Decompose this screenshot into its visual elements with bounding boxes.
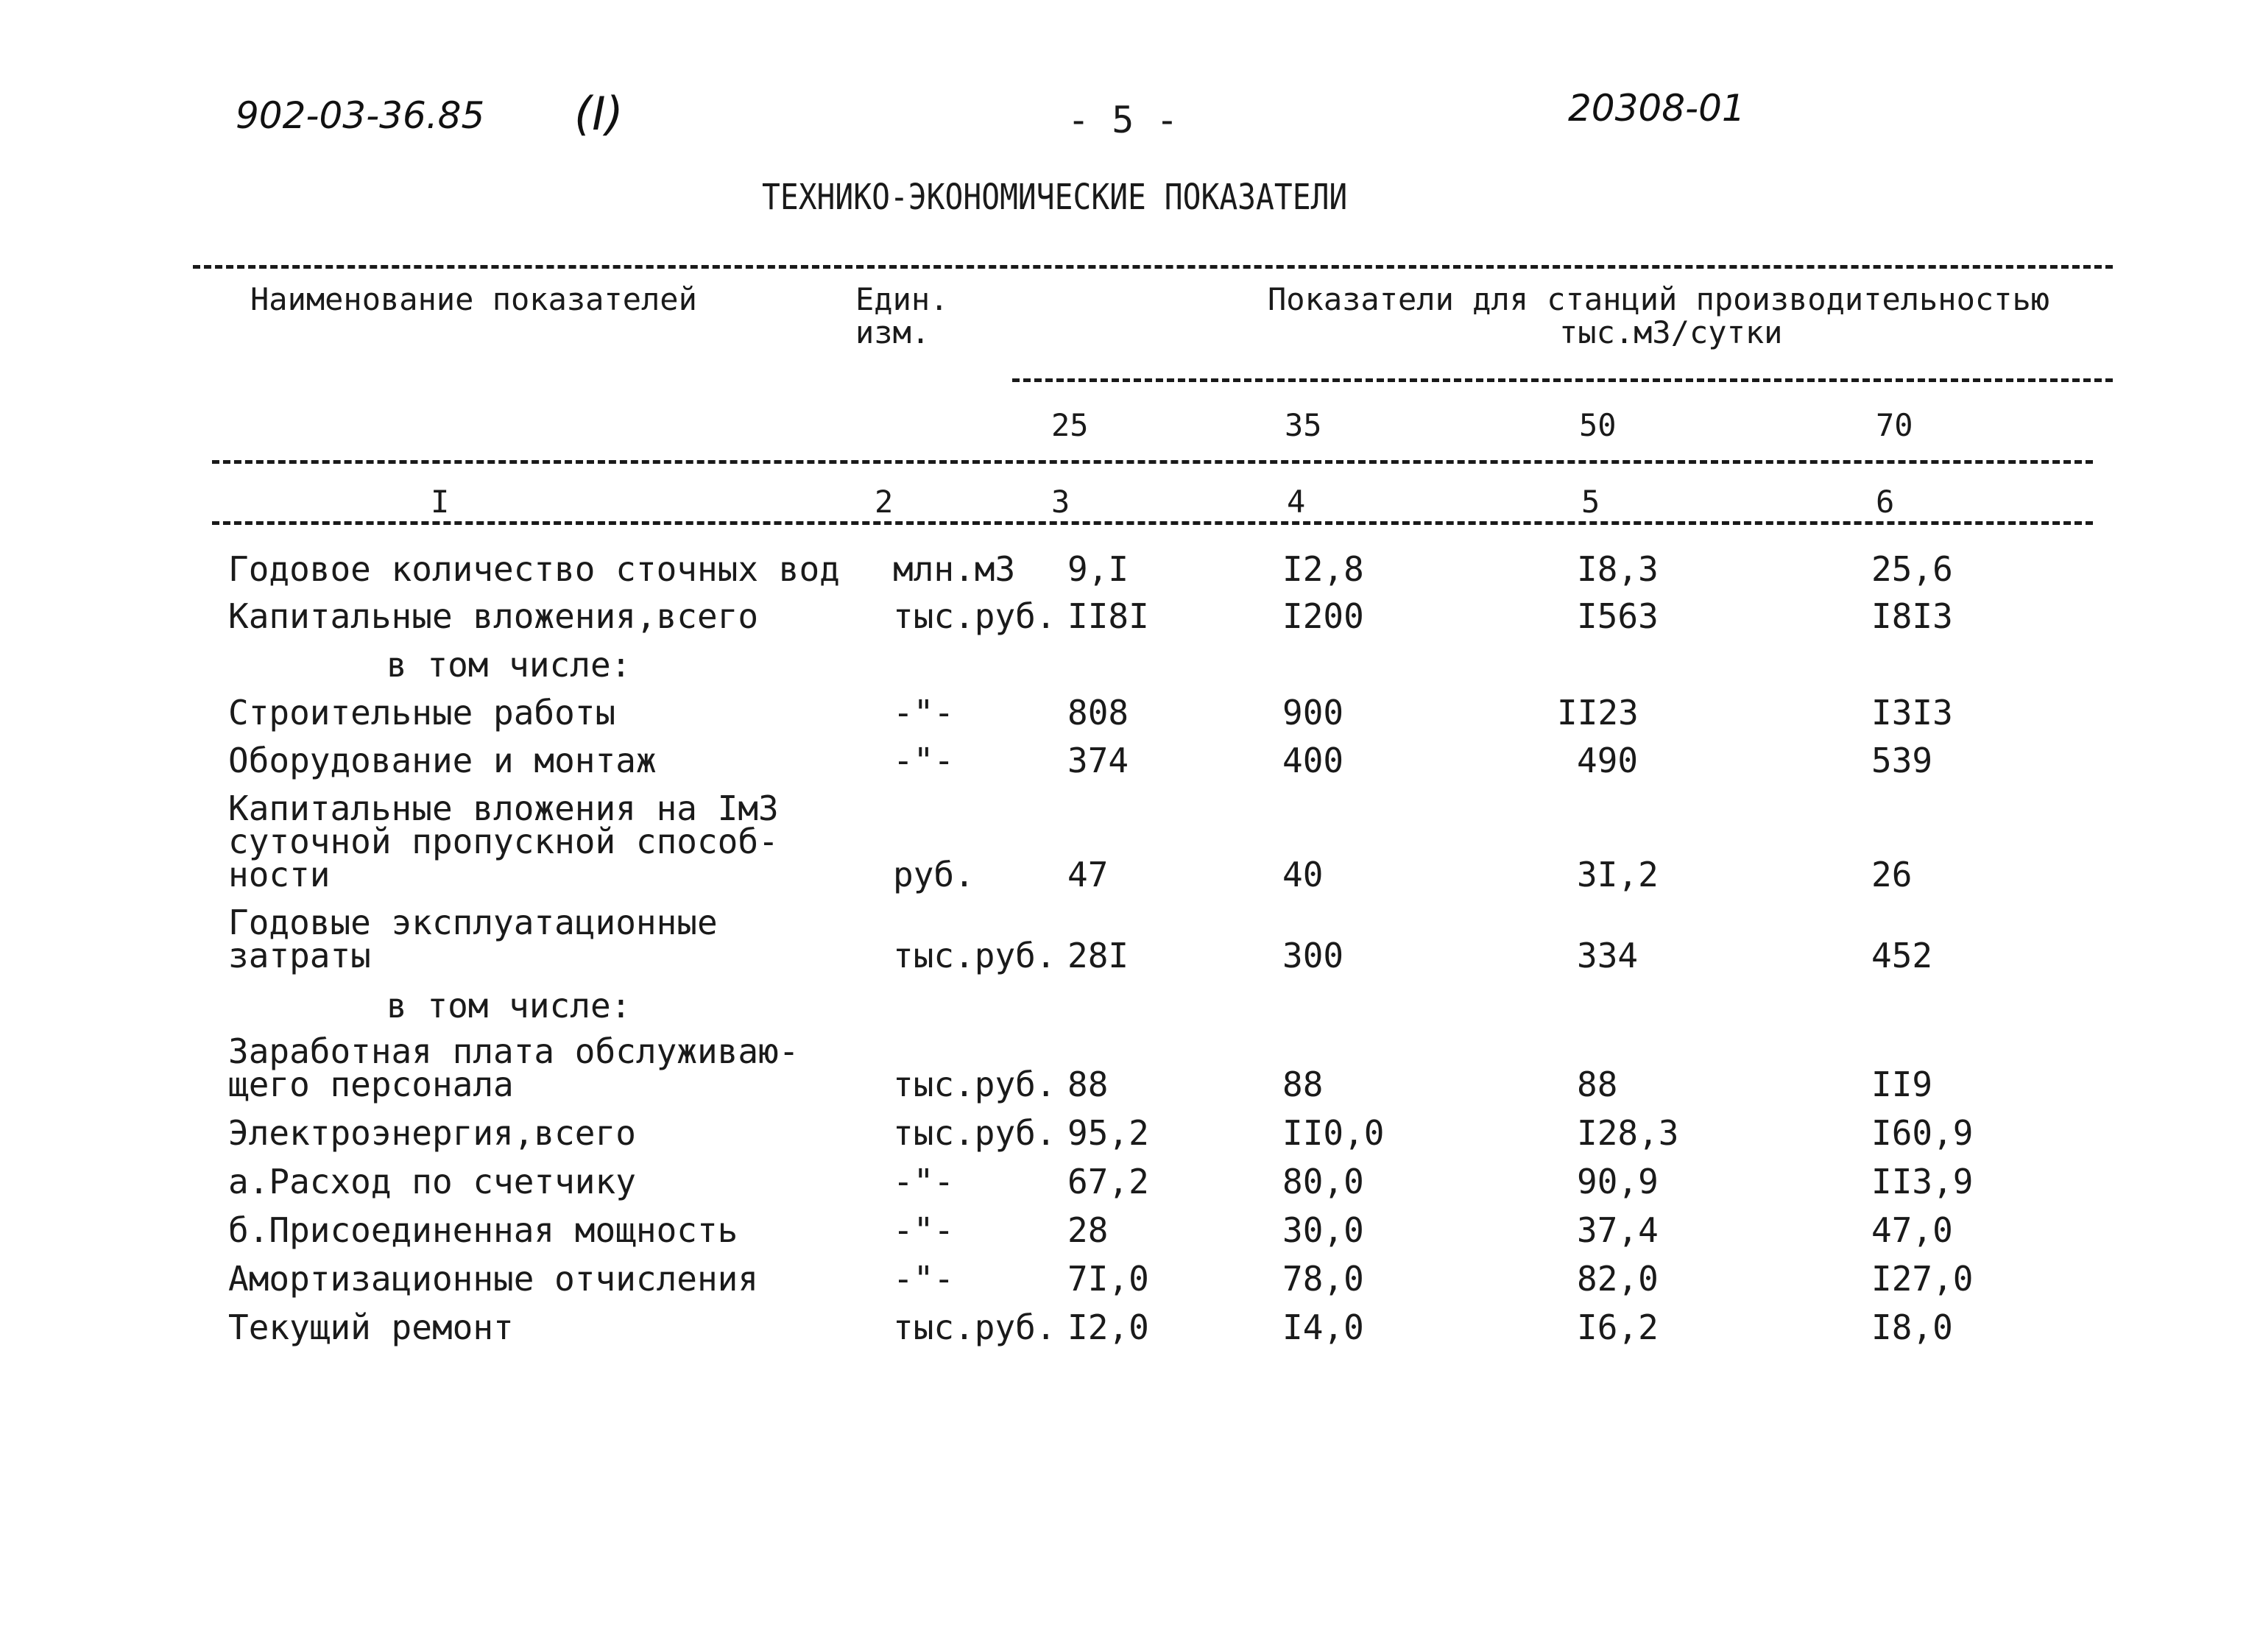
- capacity-header-50: 50: [1579, 407, 1617, 443]
- page-number: - 5 -: [1067, 99, 1179, 141]
- column-number-5: 5: [1581, 484, 1600, 520]
- table-row-name: Годовое количество сточных вод: [228, 549, 840, 589]
- header-bottom-rule: [212, 460, 2093, 464]
- table-cell-50: 88: [1577, 1065, 1618, 1104]
- table-cell-25: II8I: [1067, 596, 1149, 636]
- table-cell-35: I4,0: [1282, 1307, 1364, 1347]
- table-row-unit: тыс.руб.: [893, 596, 1056, 636]
- table-cell-25: 67,2: [1067, 1162, 1149, 1201]
- table-cell-50: 82,0: [1577, 1259, 1659, 1299]
- table-cell-25: 88: [1067, 1065, 1109, 1104]
- table-cell-35: II0,0: [1282, 1113, 1385, 1153]
- table-subheading: в том числе:: [386, 986, 632, 1026]
- table-row-unit: млн.м3: [893, 549, 1016, 589]
- table-cell-70: I60,9: [1871, 1113, 1974, 1153]
- table-row-name: Амортизационные отчисления: [228, 1259, 759, 1299]
- table-cell-35: I200: [1282, 596, 1364, 636]
- table-cell-50: 334: [1577, 936, 1639, 975]
- table-cell-25: 808: [1067, 693, 1129, 733]
- table-row-name: Заработная плата обслуживаю-: [228, 1031, 799, 1071]
- table-row-name: а.Расход по счетчику: [228, 1162, 636, 1201]
- table-cell-35: 78,0: [1282, 1259, 1364, 1299]
- table-cell-35: 900: [1282, 693, 1344, 733]
- table-cell-25: I2,0: [1067, 1307, 1149, 1347]
- table-cell-50: 37,4: [1577, 1210, 1659, 1250]
- column-number-4: 4: [1287, 484, 1306, 520]
- table-cell-70: I8,0: [1871, 1307, 1953, 1347]
- capacity-header-70: 70: [1876, 407, 1913, 443]
- table-cell-70: 539: [1871, 741, 1933, 780]
- table-cell-35: 400: [1282, 741, 1344, 780]
- table-cell-70: 452: [1871, 936, 1933, 975]
- table-row-unit: -"-: [893, 1162, 955, 1201]
- table-row-unit: -"-: [893, 1259, 955, 1299]
- table-row-name: Годовые эксплуатационные: [228, 903, 718, 942]
- table-cell-70: I8I3: [1871, 596, 1953, 636]
- column-header-group-line1: Показатели для станций производительностью: [1268, 281, 2050, 317]
- table-cell-50: 3I,2: [1577, 855, 1659, 894]
- table-cell-50: 90,9: [1577, 1162, 1659, 1201]
- table-row-unit: тыс.руб.: [893, 1113, 1056, 1153]
- table-top-rule: [193, 265, 2113, 269]
- table-cell-25: 95,2: [1067, 1113, 1149, 1153]
- table-cell-70: I27,0: [1871, 1259, 1974, 1299]
- table-row-unit: руб.: [893, 855, 975, 894]
- table-row-name: Строительные работы: [228, 693, 616, 733]
- table-row-name-cont: ности: [228, 855, 331, 894]
- column-header-name: Наименование показателей: [250, 281, 697, 317]
- column-number-2: 2: [875, 484, 894, 520]
- table-cell-35: 88: [1282, 1065, 1324, 1104]
- table-cell-35: 30,0: [1282, 1210, 1364, 1250]
- table-cell-35: 80,0: [1282, 1162, 1364, 1201]
- table-cell-70: I3I3: [1871, 693, 1953, 733]
- column-number-1: I: [431, 484, 450, 520]
- column-header-unit-line1: Един.: [855, 281, 949, 317]
- table-cell-25: 28: [1067, 1210, 1109, 1250]
- table-cell-70: II9: [1871, 1065, 1933, 1104]
- column-header-unit-line2: изм.: [855, 314, 931, 350]
- table-cell-50: I6,2: [1577, 1307, 1659, 1347]
- column-number-3: 3: [1051, 484, 1070, 520]
- table-cell-70: 47,0: [1871, 1210, 1953, 1250]
- table-row-name: Капитальные вложения,всего: [228, 596, 759, 636]
- table-cell-70: II3,9: [1871, 1162, 1974, 1201]
- table-row-name: Капитальные вложения на Iм3: [228, 788, 779, 828]
- volume-number: (I): [574, 87, 624, 141]
- table-cell-25: 28I: [1067, 936, 1129, 975]
- capacity-group-rule: [1012, 378, 2113, 382]
- table-cell-50: II23: [1557, 693, 1639, 733]
- capacity-header-35: 35: [1285, 407, 1322, 443]
- table-cell-70: 26: [1871, 855, 1913, 894]
- table-cell-50: I8,3: [1577, 549, 1659, 589]
- table-cell-25: 7I,0: [1067, 1259, 1149, 1299]
- table-cell-50: I28,3: [1577, 1113, 1679, 1153]
- table-row-name-cont: щего персонала: [228, 1065, 514, 1104]
- page-title: ТЕХНИКО-ЭКОНОМИЧЕСКИЕ ПОКАЗАТЕЛИ: [762, 177, 1348, 218]
- table-row-name: Электроэнергия,всего: [228, 1113, 636, 1153]
- table-row-name: б.Присоединенная мощность: [228, 1210, 738, 1250]
- table-row-unit: тыс.руб.: [893, 936, 1056, 975]
- column-numbers-rule: [212, 521, 2093, 525]
- table-subheading: в том числе:: [386, 645, 632, 685]
- reference-code: 20308-01: [1568, 87, 1745, 130]
- table-row-unit: -"-: [893, 741, 955, 780]
- table-cell-35: 300: [1282, 936, 1344, 975]
- column-header-group-line2: тыс.м3/сутки: [1559, 314, 1783, 350]
- table-row-name-cont: суточной пропускной способ-: [228, 822, 779, 861]
- table-cell-25: 374: [1067, 741, 1129, 780]
- table-cell-35: I2,8: [1282, 549, 1364, 589]
- capacity-header-25: 25: [1051, 407, 1089, 443]
- table-row-unit: -"-: [893, 693, 955, 733]
- table-cell-25: 47: [1067, 855, 1109, 894]
- table-cell-35: 40: [1282, 855, 1324, 894]
- table-row-name-cont: затраты: [228, 936, 371, 975]
- table-row-unit: тыс.руб.: [893, 1065, 1056, 1104]
- table-cell-50: 490: [1577, 741, 1639, 780]
- document-code: 902-03-36.85: [236, 94, 485, 137]
- table-row-unit: тыс.руб.: [893, 1307, 1056, 1347]
- table-cell-25: 9,I: [1067, 549, 1129, 589]
- table-row-name: Текущий ремонт: [228, 1307, 514, 1347]
- column-number-6: 6: [1876, 484, 1895, 520]
- table-row-name: Оборудование и монтаж: [228, 741, 657, 780]
- table-cell-50: I563: [1577, 596, 1659, 636]
- table-row-unit: -"-: [893, 1210, 955, 1250]
- table-cell-70: 25,6: [1871, 549, 1953, 589]
